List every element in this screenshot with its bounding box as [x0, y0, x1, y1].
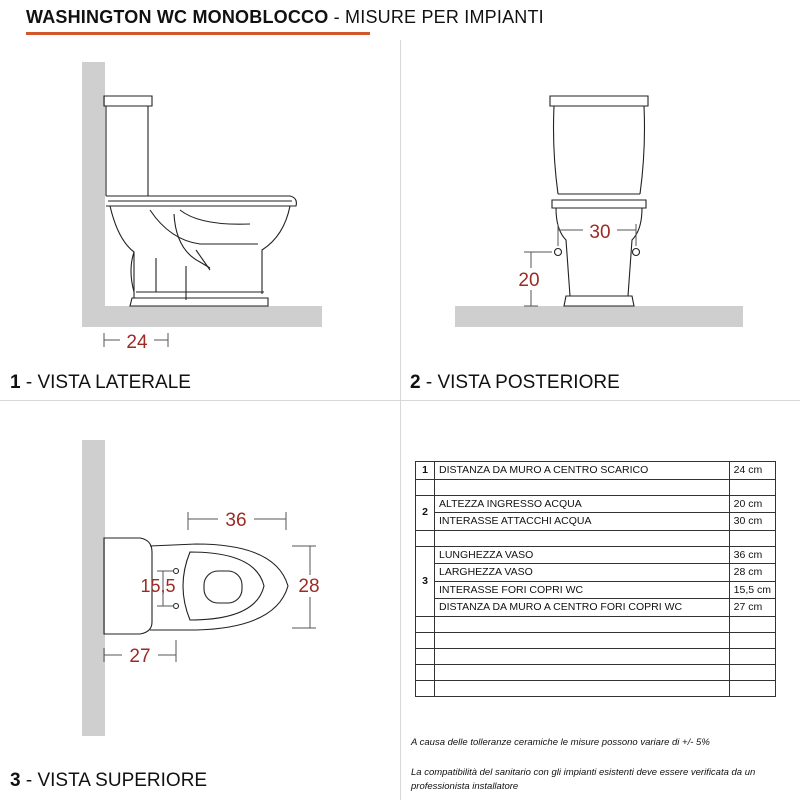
- spec-label: INTERASSE FORI COPRI WC: [435, 581, 730, 599]
- spec-label: LUNGHEZZA VASO: [435, 546, 730, 564]
- top-view-drawing: [0, 430, 400, 750]
- view-label-num: 3: [10, 770, 21, 791]
- side-wall: [82, 62, 105, 308]
- page-title: [26, 7, 544, 28]
- table-row: [416, 564, 776, 582]
- side-floor: [82, 306, 322, 327]
- section-number: 1: [416, 462, 435, 480]
- dim-top-cover-holes: 15,5: [140, 576, 176, 596]
- view-label-num: 2: [410, 372, 421, 393]
- table-row-empty: [416, 648, 776, 664]
- spec-value: 30 cm: [729, 513, 775, 531]
- spec-label: DISTANZA DA MURO A CENTRO FORI COPRI WC: [435, 599, 730, 617]
- view-label-text: - VISTA SUPERIORE: [20, 770, 208, 791]
- title-bold: WASHINGTON WC MONOBLOCCO: [26, 7, 329, 27]
- table-row-empty: [416, 664, 776, 680]
- view-label-lateral: [10, 372, 191, 394]
- tolerance-note: A causa delle tolleranze ceramiche le misure possono variare di +/- 5%: [411, 737, 710, 748]
- table-row-spacer: [416, 479, 776, 495]
- view-label-rear: [410, 372, 620, 394]
- table-row: [416, 495, 776, 513]
- table-row: [416, 581, 776, 599]
- table-row-empty: [416, 680, 776, 696]
- dim-top-width: 28: [298, 576, 320, 597]
- title-underline: [26, 32, 370, 35]
- dim-side-wall: 24: [126, 332, 148, 353]
- spec-value: 24 cm: [729, 462, 775, 480]
- view-label-text: - VISTA POSTERIORE: [420, 372, 620, 393]
- view-label-num: 1: [10, 372, 21, 393]
- spec-label: LARGHEZZA VASO: [435, 564, 730, 582]
- view-label-text: - VISTA LATERALE: [20, 372, 191, 393]
- table-row: [416, 513, 776, 531]
- dim-rear-inlet-height: 20: [518, 270, 540, 291]
- table-row-spacer: [416, 530, 776, 546]
- dim-top-wall: 27: [129, 646, 151, 667]
- dim-top-length: 36: [225, 510, 247, 531]
- table-row-empty: [416, 616, 776, 632]
- side-view-drawing: [0, 40, 400, 360]
- spec-value: 15,5 cm: [729, 581, 775, 599]
- horizontal-divider: [0, 400, 800, 401]
- spec-label: DISTANZA DA MURO A CENTRO SCARICO: [435, 462, 730, 480]
- spec-value: 36 cm: [729, 546, 775, 564]
- spec-label: ALTEZZA INGRESSO ACQUA: [435, 495, 730, 513]
- spec-value: 20 cm: [729, 495, 775, 513]
- table-row-empty: [416, 632, 776, 648]
- section-number: 2: [416, 495, 435, 530]
- table-row: [416, 546, 776, 564]
- view-label-top: [10, 770, 207, 792]
- rear-view-drawing: [400, 40, 800, 360]
- title-rest: - MISURE PER IMPIANTI: [328, 7, 544, 27]
- table-row: [416, 462, 776, 480]
- top-wall: [82, 440, 105, 736]
- table-row: [416, 599, 776, 617]
- side-wall-dimension: [104, 330, 168, 353]
- spec-label: INTERASSE ATTACCHI ACQUA: [435, 513, 730, 531]
- spec-value: 28 cm: [729, 564, 775, 582]
- section-number: 3: [416, 546, 435, 616]
- spec-value: 27 cm: [729, 599, 775, 617]
- spec-table: [415, 461, 776, 697]
- dim-rear-inlet-width: 30: [589, 222, 611, 243]
- compatibility-note: La compatibilità del sanitario con gli impianti esistenti deve essere verificata da un professionista installatore: [411, 767, 756, 792]
- rear-floor: [455, 306, 743, 327]
